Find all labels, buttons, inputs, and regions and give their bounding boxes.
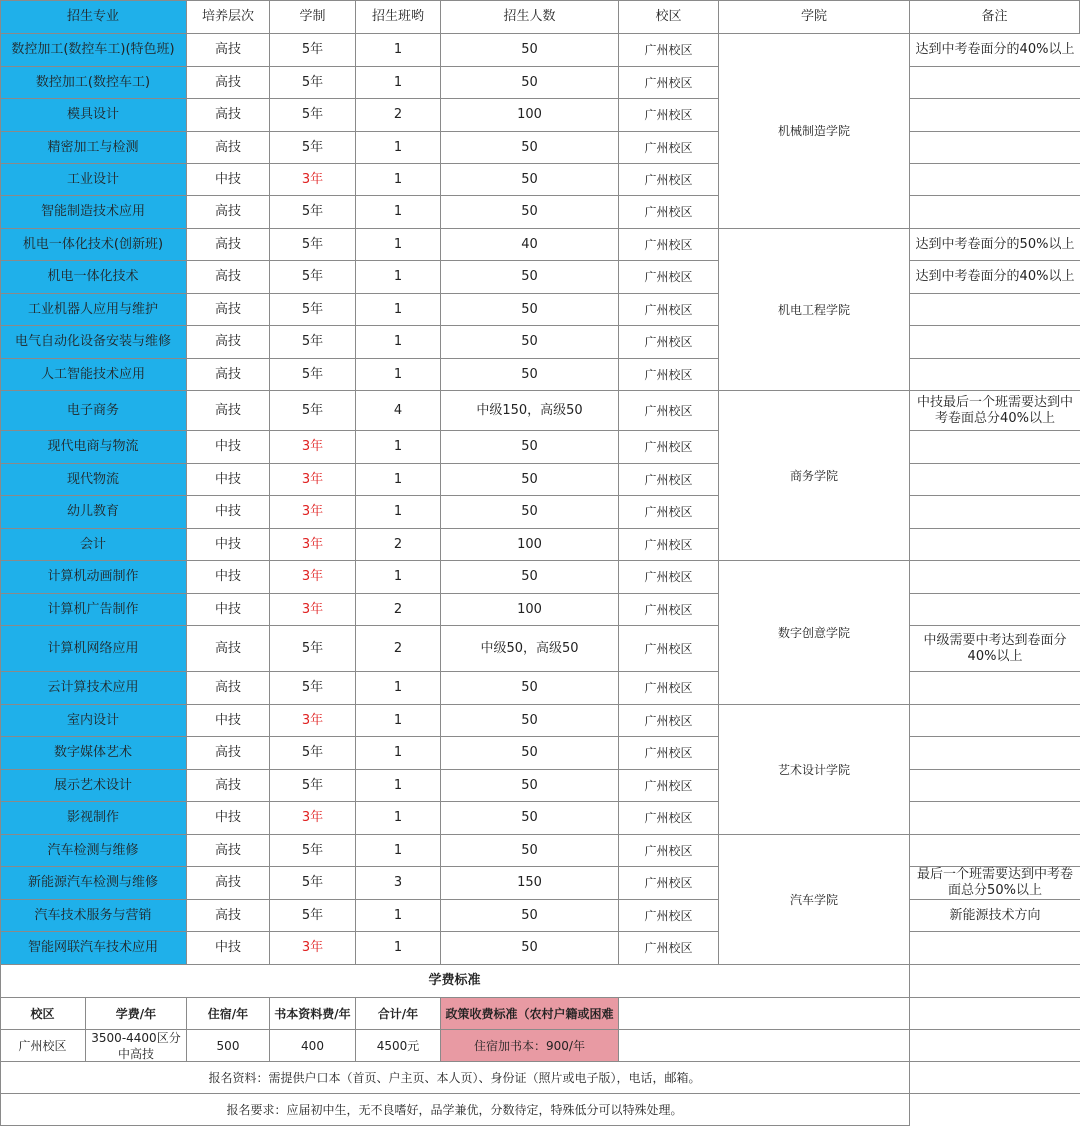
college-name: 汽车学院 (719, 835, 910, 965)
header-6: 学院 (719, 0, 910, 34)
remark-cell (910, 594, 1080, 626)
table-cell: 50 (441, 464, 619, 496)
fee-value-5: 住宿加书本：900/年 (441, 1030, 619, 1062)
table-cell: 1 (356, 132, 441, 164)
major-name: 会计 (0, 529, 187, 561)
table-cell: 中技 (187, 164, 270, 196)
table-cell: 广州校区 (619, 132, 719, 164)
table-cell: 中技 (187, 932, 270, 965)
table-cell: 5年 (270, 34, 356, 67)
table-cell: 3年 (270, 496, 356, 529)
table-cell: 高技 (187, 737, 270, 770)
table-cell: 50 (441, 67, 619, 99)
remark-cell: 达到中考卷面分的40%以上 (910, 261, 1080, 294)
remark-cell (910, 672, 1080, 705)
remark-cell (910, 99, 1080, 132)
table-cell: 5年 (270, 67, 356, 99)
table-cell: 1 (356, 932, 441, 965)
table-cell: 50 (441, 34, 619, 67)
table-cell: 3年 (270, 932, 356, 965)
major-name: 汽车检测与维修 (0, 835, 187, 867)
table-cell: 3年 (270, 529, 356, 561)
table-cell: 中技 (187, 496, 270, 529)
fee-header-5: 政策收费标准（农村户籍或困难 (441, 998, 619, 1030)
blank-cell (619, 1030, 910, 1062)
major-name: 计算机动画制作 (0, 561, 187, 594)
table-cell: 4 (356, 391, 441, 431)
remark-cell (910, 431, 1080, 464)
table-cell: 5年 (270, 326, 356, 359)
remark-cell: 新能源技术方向 (910, 900, 1080, 932)
major-name: 机电一体化技术 (0, 261, 187, 294)
major-name: 计算机网络应用 (0, 626, 187, 672)
table-cell: 50 (441, 294, 619, 326)
table-cell: 广州校区 (619, 326, 719, 359)
fee-value-3: 400 (270, 1030, 356, 1062)
table-cell: 中技 (187, 802, 270, 835)
table-cell: 1 (356, 261, 441, 294)
table-cell: 5年 (270, 900, 356, 932)
table-cell: 广州校区 (619, 561, 719, 594)
table-cell: 3年 (270, 464, 356, 496)
major-name: 计算机广告制作 (0, 594, 187, 626)
table-cell: 中技 (187, 464, 270, 496)
remark-cell: 最后一个班需要达到中考卷面总分50%以上 (910, 867, 1080, 900)
table-cell: 广州校区 (619, 770, 719, 802)
table-cell: 2 (356, 99, 441, 132)
table-cell: 1 (356, 326, 441, 359)
remark-cell: 中级需要中考达到卷面分40%以上 (910, 626, 1080, 672)
table-cell: 高技 (187, 835, 270, 867)
table-cell: 1 (356, 672, 441, 705)
major-name: 工业设计 (0, 164, 187, 196)
remark-cell (910, 529, 1080, 561)
table-cell: 3年 (270, 705, 356, 737)
remark-cell (910, 196, 1080, 229)
table-cell: 广州校区 (619, 464, 719, 496)
table-cell: 高技 (187, 391, 270, 431)
table-cell: 高技 (187, 626, 270, 672)
table-cell: 5年 (270, 359, 356, 391)
table-cell: 50 (441, 672, 619, 705)
major-name: 影视制作 (0, 802, 187, 835)
table-cell: 1 (356, 294, 441, 326)
header-4: 招生人数 (441, 0, 619, 34)
table-cell: 广州校区 (619, 867, 719, 900)
table-cell: 5年 (270, 261, 356, 294)
fee-value-2: 500 (187, 1030, 270, 1062)
fee-header-2: 住宿/年 (187, 998, 270, 1030)
table-cell: 高技 (187, 67, 270, 99)
table-cell: 2 (356, 626, 441, 672)
table-cell: 50 (441, 900, 619, 932)
header-7: 备注 (910, 0, 1080, 34)
college-name: 机械制造学院 (719, 34, 910, 229)
table-cell: 5年 (270, 196, 356, 229)
table-cell: 中级50，高级50 (441, 626, 619, 672)
major-name: 汽车技术服务与营销 (0, 900, 187, 932)
table-cell: 1 (356, 164, 441, 196)
remark-cell (910, 932, 1080, 965)
major-name: 智能网联汽车技术应用 (0, 932, 187, 965)
table-cell: 50 (441, 496, 619, 529)
blank-cell (910, 965, 1080, 998)
table-cell: 高技 (187, 261, 270, 294)
table-cell: 中级150，高级50 (441, 391, 619, 431)
table-cell: 50 (441, 835, 619, 867)
major-name: 数控加工(数控车工)(特色班) (0, 34, 187, 67)
table-cell: 1 (356, 464, 441, 496)
table-border (0, 0, 1080, 1)
table-cell: 高技 (187, 867, 270, 900)
table-border (0, 0, 1, 1126)
college-name: 机电工程学院 (719, 229, 910, 391)
major-name: 现代物流 (0, 464, 187, 496)
remark-cell (910, 294, 1080, 326)
fee-value-4: 4500元 (356, 1030, 441, 1062)
blank-cell (619, 998, 910, 1030)
major-name: 模具设计 (0, 99, 187, 132)
table-cell: 高技 (187, 770, 270, 802)
table-cell: 100 (441, 529, 619, 561)
college-name: 数字创意学院 (719, 561, 910, 705)
table-cell: 广州校区 (619, 705, 719, 737)
fee-header-1: 学费/年 (86, 998, 187, 1030)
table-cell: 100 (441, 99, 619, 132)
table-cell: 50 (441, 261, 619, 294)
remark-cell (910, 770, 1080, 802)
table-cell: 150 (441, 867, 619, 900)
table-cell: 50 (441, 132, 619, 164)
table-cell: 2 (356, 529, 441, 561)
table-cell: 广州校区 (619, 294, 719, 326)
college-name: 商务学院 (719, 391, 910, 561)
table-cell: 中技 (187, 529, 270, 561)
table-cell: 3年 (270, 594, 356, 626)
table-cell: 高技 (187, 99, 270, 132)
remark-cell (910, 705, 1080, 737)
table-cell: 广州校区 (619, 496, 719, 529)
table-cell: 广州校区 (619, 67, 719, 99)
major-name: 幼儿教育 (0, 496, 187, 529)
table-cell: 50 (441, 326, 619, 359)
table-cell: 50 (441, 770, 619, 802)
table-cell: 50 (441, 164, 619, 196)
college-name: 艺术设计学院 (719, 705, 910, 835)
fee-header-4: 合计/年 (356, 998, 441, 1030)
major-name: 现代电商与物流 (0, 431, 187, 464)
table-cell: 5年 (270, 99, 356, 132)
table-cell: 50 (441, 431, 619, 464)
table-cell: 100 (441, 594, 619, 626)
major-name: 电子商务 (0, 391, 187, 431)
table-cell: 1 (356, 705, 441, 737)
table-cell: 高技 (187, 900, 270, 932)
table-cell: 中技 (187, 431, 270, 464)
fee-header-0: 校区 (0, 998, 86, 1030)
table-cell: 广州校区 (619, 737, 719, 770)
remark-cell (910, 67, 1080, 99)
table-cell: 3年 (270, 561, 356, 594)
table-cell: 中技 (187, 594, 270, 626)
major-name: 云计算技术应用 (0, 672, 187, 705)
table-cell: 5年 (270, 132, 356, 164)
remark-cell: 达到中考卷面分的50%以上 (910, 229, 1080, 261)
major-name: 室内设计 (0, 705, 187, 737)
table-cell: 高技 (187, 229, 270, 261)
table-cell: 广州校区 (619, 261, 719, 294)
materials-note: 报名资料：需提供户口本（首页、户主页、本人页）、身份证（照片或电子版），电话，邮箱。 (0, 1062, 910, 1094)
table-cell: 2 (356, 594, 441, 626)
table-cell: 1 (356, 359, 441, 391)
table-cell: 1 (356, 34, 441, 67)
table-cell: 50 (441, 737, 619, 770)
table-cell: 中技 (187, 561, 270, 594)
table-cell: 广州校区 (619, 835, 719, 867)
major-name: 展示艺术设计 (0, 770, 187, 802)
table-cell: 高技 (187, 359, 270, 391)
header-0: 招生专业 (0, 0, 187, 34)
table-cell: 3 (356, 867, 441, 900)
table-cell: 1 (356, 229, 441, 261)
table-cell: 广州校区 (619, 99, 719, 132)
major-name: 工业机器人应用与维护 (0, 294, 187, 326)
table-cell: 1 (356, 900, 441, 932)
blank-cell (910, 1030, 1080, 1062)
remark-cell (910, 802, 1080, 835)
table-cell: 5年 (270, 294, 356, 326)
table-cell: 50 (441, 932, 619, 965)
major-name: 机电一体化技术(创新班) (0, 229, 187, 261)
table-cell: 高技 (187, 294, 270, 326)
table-cell: 广州校区 (619, 431, 719, 464)
remark-cell: 中技最后一个班需要达到中考卷面总分40%以上 (910, 391, 1080, 431)
table-cell: 广州校区 (619, 802, 719, 835)
remark-cell (910, 326, 1080, 359)
table-cell: 5年 (270, 391, 356, 431)
table-cell: 50 (441, 802, 619, 835)
table-cell: 3年 (270, 802, 356, 835)
table-cell: 高技 (187, 672, 270, 705)
table-cell: 3年 (270, 164, 356, 196)
table-cell: 50 (441, 705, 619, 737)
fee-value-0: 广州校区 (0, 1030, 86, 1062)
header-3: 招生班哟 (356, 0, 441, 34)
table-cell: 5年 (270, 867, 356, 900)
table-cell: 5年 (270, 229, 356, 261)
table-cell: 3年 (270, 431, 356, 464)
table-cell: 高技 (187, 34, 270, 67)
major-name: 人工智能技术应用 (0, 359, 187, 391)
remark-cell (910, 464, 1080, 496)
table-cell: 50 (441, 561, 619, 594)
table-cell: 5年 (270, 835, 356, 867)
table-cell: 广州校区 (619, 359, 719, 391)
major-name: 电气自动化设备安装与维修 (0, 326, 187, 359)
table-cell: 广州校区 (619, 164, 719, 196)
table-cell: 1 (356, 431, 441, 464)
table-cell: 40 (441, 229, 619, 261)
table-cell: 1 (356, 496, 441, 529)
blank-cell (910, 998, 1080, 1030)
remark-cell (910, 835, 1080, 867)
header-5: 校区 (619, 0, 719, 34)
table-cell: 广州校区 (619, 391, 719, 431)
table-cell: 1 (356, 770, 441, 802)
table-cell: 1 (356, 802, 441, 835)
table-cell: 广州校区 (619, 229, 719, 261)
major-name: 智能制造技术应用 (0, 196, 187, 229)
table-cell: 1 (356, 737, 441, 770)
major-name: 数字媒体艺术 (0, 737, 187, 770)
table-cell: 高技 (187, 132, 270, 164)
remark-cell (910, 132, 1080, 164)
table-cell: 高技 (187, 326, 270, 359)
table-cell: 广州校区 (619, 529, 719, 561)
table-cell: 1 (356, 835, 441, 867)
table-cell: 广州校区 (619, 932, 719, 965)
table-cell: 5年 (270, 770, 356, 802)
table-cell: 1 (356, 561, 441, 594)
table-cell: 高技 (187, 196, 270, 229)
requirements-note: 报名要求：应届初中生，无不良嗜好，品学兼优，分数待定，特殊低分可以特殊处理。 (0, 1094, 910, 1126)
table-cell: 1 (356, 67, 441, 99)
remark-cell (910, 164, 1080, 196)
table-cell: 广州校区 (619, 626, 719, 672)
table-cell: 广州校区 (619, 196, 719, 229)
header-1: 培养层次 (187, 0, 270, 34)
remark-cell (910, 737, 1080, 770)
table-cell: 5年 (270, 626, 356, 672)
table-cell: 50 (441, 196, 619, 229)
blank-cell (910, 1062, 1080, 1094)
fee-header-3: 书本资料费/年 (270, 998, 356, 1030)
table-cell: 中技 (187, 705, 270, 737)
table-cell: 50 (441, 359, 619, 391)
table-cell: 1 (356, 196, 441, 229)
header-2: 学制 (270, 0, 356, 34)
blank-cell (910, 1094, 1080, 1126)
remark-cell (910, 496, 1080, 529)
major-name: 新能源汽车检测与维修 (0, 867, 187, 900)
table-cell: 5年 (270, 672, 356, 705)
fee-title: 学费标准 (0, 965, 910, 998)
table-cell: 广州校区 (619, 594, 719, 626)
remark-cell: 达到中考卷面分的40%以上 (910, 34, 1080, 67)
table-cell: 5年 (270, 737, 356, 770)
table-cell: 广州校区 (619, 900, 719, 932)
fee-value-1: 3500-4400区分中高技 (86, 1030, 187, 1062)
table-cell: 广州校区 (619, 34, 719, 67)
remark-cell (910, 561, 1080, 594)
remark-cell (910, 359, 1080, 391)
major-name: 数控加工(数控车工) (0, 67, 187, 99)
major-name: 精密加工与检测 (0, 132, 187, 164)
table-cell: 广州校区 (619, 672, 719, 705)
